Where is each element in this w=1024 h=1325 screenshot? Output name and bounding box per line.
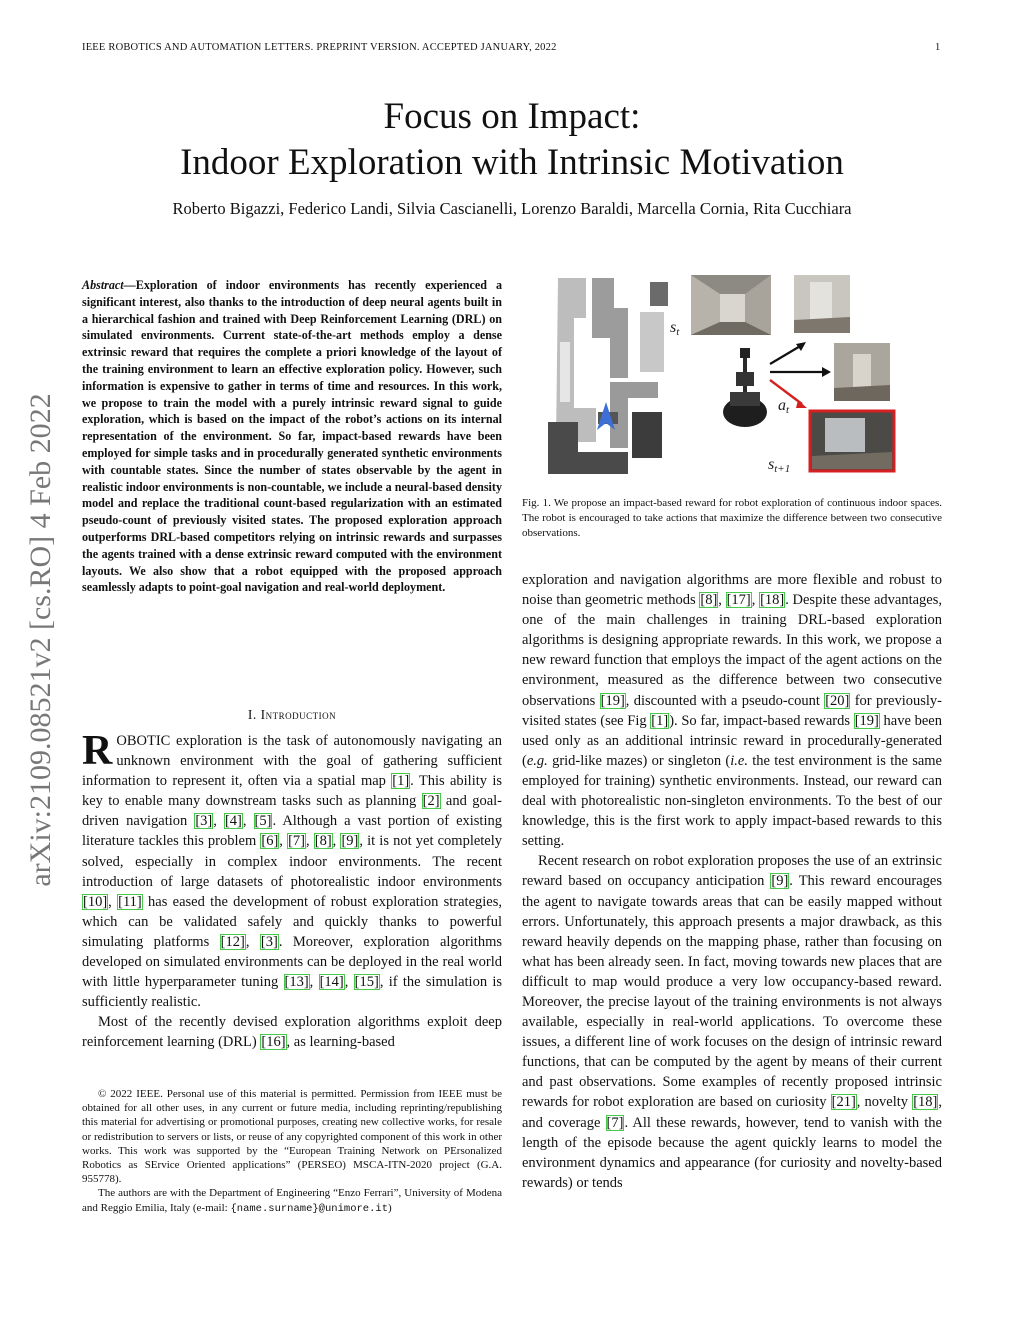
right-column-body <box>522 570 942 1193</box>
citation-link[interactable]: [18] <box>913 1094 938 1111</box>
citation-link[interactable]: [12] <box>220 933 245 950</box>
citation-link[interactable]: [10] <box>83 893 108 910</box>
citation-link[interactable]: [15] <box>354 974 379 991</box>
citation-link[interactable]: [4] <box>224 813 242 830</box>
observation-next-2 <box>834 343 890 401</box>
citation-link[interactable]: [3] <box>195 813 213 830</box>
intro-paragraph-1 <box>82 728 503 1012</box>
email-link[interactable]: {name.surname}@unimore.it <box>230 1202 388 1215</box>
abstract <box>82 277 502 596</box>
citation-link[interactable]: [16] <box>261 1034 286 1051</box>
figure-1-illustration <box>540 272 940 478</box>
section-number: I. <box>247 707 257 722</box>
figure-1 <box>540 272 940 478</box>
citation-link[interactable]: [3] <box>260 933 278 950</box>
label-s-t: st <box>670 319 680 338</box>
observation-next-1 <box>794 275 850 333</box>
citation-link[interactable]: [9] <box>771 873 789 890</box>
figure-1-caption: Fig. 1. We propose an impact-based reward for robot exploration of continuous indoor spaces. The robot is encouraged to take actions that maximize the difference between two consecutive observations. <box>522 497 942 539</box>
right-paragraph-1 <box>522 570 942 851</box>
label-a-t: at <box>778 397 790 416</box>
paper-title-line2: Indoor Exploration with Intrinsic Motivation <box>180 142 844 183</box>
citation-link[interactable]: [1] <box>392 773 410 790</box>
citation-link[interactable]: [13] <box>284 974 309 991</box>
citation-link[interactable]: [11] <box>118 893 142 910</box>
author-list: Roberto Bigazzi, Federico Landi, Silvia Cascianelli, Lorenzo Baraldi, Marcella Cornia, Rita Cucchiara <box>172 199 852 218</box>
intro-paragraph-2 <box>82 1012 502 1052</box>
abstract-label: Abstract— <box>82 278 136 292</box>
paper-title-line1: Focus on Impact: <box>383 96 641 137</box>
footnote <box>82 1087 502 1216</box>
citation-link[interactable]: [19] <box>600 692 625 709</box>
section-title: Introduction <box>260 707 337 722</box>
citation-link[interactable]: [17] <box>726 592 751 609</box>
section-heading <box>82 707 502 723</box>
floor-map <box>540 272 670 478</box>
intro-p1-text: OBOTIC exploration is the task of autonomously navigating an unknown environment with the goal of gathering sufficient information to represent it, often via a spatial map [1]. This ability is key to enable many downstream tasks such as planning [2] and goal-driven navigation [3], [4], [5]. Although a vast portion of existing literature tackles this problem [6], [7], [8], [9], it is not yet completely solved, especially in complex indoor environments. The recent introduction of large datasets of photorealistic indoor environments [10], [11] has eased the development of robust exploration strategies, which can be validated safely and quickly thanks to powerful simulating platforms [12], [3]. Moreover, exploration algorithms developed on simulated environments can be deployed in the real world with little hyperparameter tuning [13], [14], [15], if the simulation is sufficiently realistic. <box>82 733 503 1011</box>
citation-link[interactable]: [20] <box>825 692 850 709</box>
italic-abbrev: i.e. <box>730 752 748 769</box>
citation-link[interactable]: [9] <box>341 833 359 850</box>
right-paragraph-2 <box>522 851 942 1193</box>
citation-link[interactable]: [7] <box>606 1114 624 1131</box>
citation-link[interactable]: [1] <box>651 712 669 729</box>
citation-link[interactable]: [5] <box>254 813 272 830</box>
footnote-copyright: © 2022 IEEE. Personal use of this material is permitted. Permission from IEEE must be obtained for all other uses, in any current or future media, including reprinting/republishing this material for advertising or promotional purposes, creating new collective works, for resale or redistribution to servers or lists, or reuse of any copyrighted component of this work in other works. This work was supported by the “European Training Network on PErsonalized Robotics as SErvice Oriented applications” (PERSEO) MSCA-ITN-2020 project (G.A. 955778). <box>82 1088 502 1186</box>
citation-link[interactable]: [14] <box>319 974 344 991</box>
citation-link[interactable]: [19] <box>854 712 879 729</box>
robot <box>723 348 767 427</box>
citation-link[interactable]: [6] <box>261 833 279 850</box>
citation-link[interactable]: [2] <box>422 793 440 810</box>
footnote-affiliation <box>82 1186 502 1215</box>
intro-body <box>82 728 503 1053</box>
page-number: 1 <box>935 42 941 53</box>
arxiv-stamp: arXiv:2109.08521v2 [cs.RO] 4 Feb 2022 <box>24 393 57 887</box>
citation-link[interactable]: [18] <box>760 592 785 609</box>
label-s-t-plus-1: st+1 <box>768 456 791 475</box>
right-p2-text: Recent research on robot exploration proposes the use of an extrinsic reward based on occupancy anticipation [9]. This reward encourages the agent to navigate towards areas that can be easily mapped without errors. Unfortunately, this approach presents a major drawback, as this reward heavily depends on the mapping phase, rather than focusing on what has been already seen. In fact, moving towards new places that are difficult to map would produce a very low occupancy-based reward. Moreover, the precise layout of the training environments is not always available, especially in real-world applications. To overcome these issues, a different line of work focuses on the design of intrinsic reward functions, that can be computed by the agent by means of their current and past observations. Some examples of recently proposed intrinsic rewards for robot exploration are based on curiosity [21], novelty [18], and coverage [7]. All these rewards, however, tend to vanish with the length of the episode because the agent quickly learns to model the environment dynamics and appearance (for curiosity and novelty-based rewards) or tends <box>522 853 942 1191</box>
citation-link[interactable]: [7] <box>288 833 305 850</box>
right-p1-text: exploration and navigation algorithms are more flexible and robust to noise than geometric methods [8], [17], [18]. Despite these advantages, one of the main challenges in training DRL-based exploration algorithms is designing appropriate rewards. In this work, we propose a new reward function that employs the impact of the agent actions on the environment, measured as the difference between two consecutive observations [19], discounted with a pseudo-count [20] for previously-visited states (see Fig [1]). So far, impact-based rewards [19] have been used only as an additional intrinsic reward in procedurally-generated (e.g. grid-like mazes) or singleton (i.e. the test environment is the same employed for training) synthetic environments. Instead, our reward can deal with photorealistic non-singleton environments. To the best of our knowledge, this is the first work to apply impact-based rewards to this setting. <box>522 572 942 850</box>
observation-s-t-plus-1 <box>810 411 894 471</box>
email-close: ) <box>388 1201 392 1214</box>
intro-p2-text: Most of the recently devised exploration algorithms exploit deep reinforcement learning (DRL) [16], as learning-based <box>82 1014 502 1051</box>
affiliation-text: The authors are with the Department of Engineering “Enzo Ferrari”, University of Modena and Reggio Emilia, Italy (e-mail: <box>82 1187 502 1214</box>
abstract-text: Exploration of indoor environments has recently experienced a significant interest, also thanks to the introduction of deep neural agents built in a hierarchical fashion and trained with Deep Reinforcement Learning (DRL) on simulated environments. Current state-of-the-art methods employ a dense extrinsic reward that requires the complete a priori knowledge of the layout of the training environment to learn an effective exploration policy. However, such information is expensive to gather in terms of time and resources. In this work, we propose to train the model with a purely intrinsic reward signal to guide exploration, which is based on the impact of the robot’s actions on its internal representation of the environment. So far, impact-based rewards have been employed for simple tasks and in procedurally generated synthetic environments with countable states. Since the number of states observable by the agent in realistic indoor environments is non-countable, we include a neural-based density model and replace the traditional count-based regularization with an estimated pseudo-count of previously visited states. The proposed exploration approach outperforms DRL-based competitors relying on intrinsic rewards and surpasses the agents trained with a dense extrinsic reward computed with the environment layouts. We also show that a robot equipped with the proposed approach seamlessly adapts to point-goal navigation and real-world deployment. <box>82 278 502 595</box>
dropcap: R <box>82 728 113 774</box>
italic-abbrev: e.g. <box>526 752 548 769</box>
running-header: IEEE ROBOTICS AND AUTOMATION LETTERS. PREPRINT VERSION. ACCEPTED JANUARY, 2022 <box>82 42 557 53</box>
observation-s-t <box>691 275 771 335</box>
citation-link[interactable]: [21] <box>831 1094 856 1111</box>
citation-link[interactable]: [8] <box>700 592 718 609</box>
citation-link[interactable]: [8] <box>314 833 332 850</box>
